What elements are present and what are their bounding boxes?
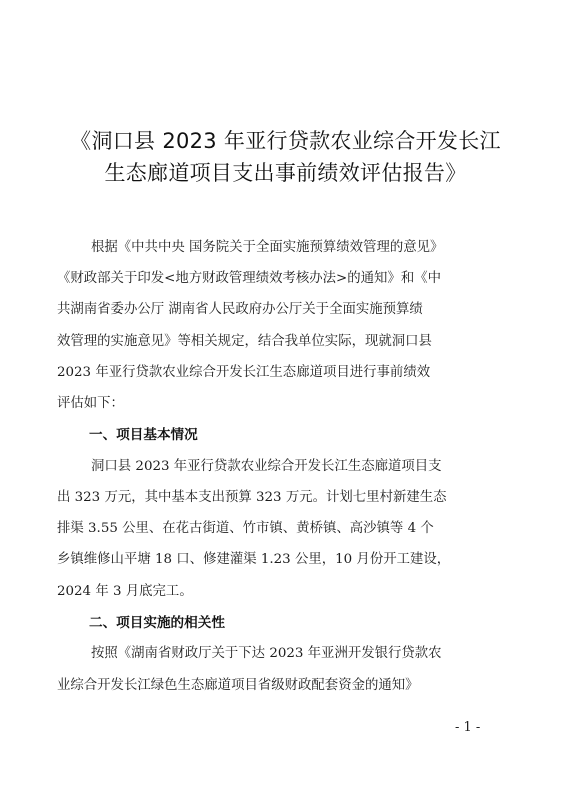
intro-line-2: 《财政部关于印发<地方财政管理绩效考核办法>的通知》和《中 — [57, 271, 441, 286]
intro-line-6: 评估如下： — [57, 396, 124, 411]
intro-line-3: 共湖南省委办公厅 湖南省人民政府办公厅关于全面实施预算绩 — [57, 302, 423, 317]
section-2-line-1: 按照《湖南省财政厅关于下达 2023 年亚洲开发银行贷款农 — [91, 646, 442, 661]
intro-line-4: 效管理的实施意见》等相关规定，结合我单位实际，现就洞口县 — [57, 334, 432, 349]
section-1-line-3: 排渠 3.55 公里、在花古街道、竹市镇、黄桥镇、高沙镇等 4 个 — [57, 521, 434, 536]
section-1-line-5: 2024 年 3 月底完工。 — [57, 584, 193, 599]
section-1-line-2: 出 323 万元，其中基本支出预算 323 万元。计划七里村新建生态 — [57, 490, 447, 505]
document-title-line-1: 《洞口县 2023 年亚行贷款农业综合开发长江 — [70, 129, 501, 153]
document-title-line-2: 生态廊道项目支出事前绩效评估报告》 — [104, 161, 467, 185]
section-2-line-2: 业综合开发长江绿色生态廊道项目省级财政配套资金的通知》 — [57, 678, 419, 693]
section-2-heading: 二、项目实施的相关性 — [89, 615, 225, 631]
section-1-line-1: 洞口县 2023 年亚行贷款农业综合开发长江生态廊道项目支 — [91, 459, 442, 474]
intro-line-5: 2023 年亚行贷款农业综合开发长江生态廊道项目进行事前绩效 — [57, 365, 431, 380]
section-1-line-4: 乡镇维修山平塘 18 口、修建灌渠 1.23 公里，10 月份开工建设， — [57, 552, 451, 567]
section-1-heading: 一、项目基本情况 — [89, 427, 198, 443]
intro-line-1: 根据《中共中央 国务院关于全面实施预算绩效管理的意见》 — [91, 240, 444, 255]
page-number: - 1 - — [455, 720, 481, 735]
